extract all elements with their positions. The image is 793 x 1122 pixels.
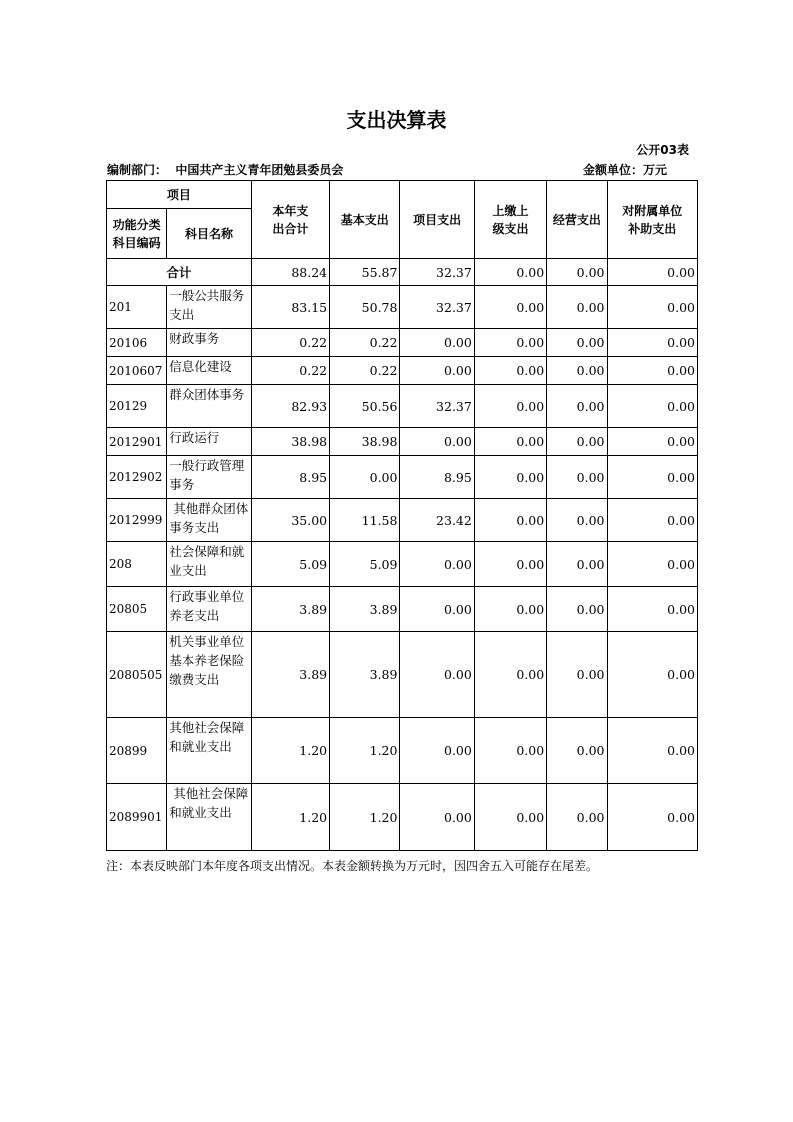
table-row — [107, 428, 698, 456]
subject-code: 20805 — [107, 587, 167, 632]
total-value: 32.37 — [400, 259, 474, 286]
total-value: 0.00 — [547, 259, 607, 286]
amount-cell: 1.20 — [251, 718, 329, 784]
header-subject-name: 科目名称 — [167, 209, 251, 259]
amount-cell: 0.00 — [607, 286, 698, 329]
footnote: 注：本表反映部门本年度各项支出情况。本表金额转换为万元时，因四舍五入可能存在尾差。 — [106, 859, 599, 873]
header-upper: 上缴上级支出 — [474, 181, 546, 259]
amount-cell: 38.98 — [330, 428, 400, 456]
amount-cell: 0.00 — [607, 499, 698, 542]
amount-cell: 0.00 — [400, 357, 474, 385]
amount-cell: 0.00 — [547, 718, 607, 784]
header-total: 本年支出合计 — [251, 181, 329, 259]
amount-cell: 0.00 — [400, 587, 474, 632]
amount-cell: 0.00 — [474, 329, 546, 357]
dept-label: 编制部门： — [107, 163, 168, 177]
meta-line — [107, 161, 697, 179]
amount-cell: 0.00 — [607, 456, 698, 499]
subject-name: 一般行政管理事务 — [167, 456, 251, 499]
total-row — [107, 259, 698, 286]
header-func-code: 功能分类科目编码 — [107, 209, 167, 259]
amount-cell: 0.00 — [607, 385, 698, 428]
subject-code: 201 — [107, 286, 167, 329]
subject-name: 一般公共服务支出 — [167, 286, 251, 329]
amount-cell: 0.00 — [607, 542, 698, 587]
total-value: 55.87 — [330, 259, 400, 286]
table-row — [107, 587, 698, 632]
amount-cell: 0.00 — [607, 428, 698, 456]
amount-cell: 0.00 — [547, 385, 607, 428]
amount-cell: 0.00 — [547, 632, 607, 718]
amount-cell: 0.00 — [547, 499, 607, 542]
amount-unit: 金额单位：万元 — [582, 163, 667, 177]
amount-cell: 1.20 — [251, 784, 329, 851]
table-row — [107, 542, 698, 587]
amount-cell: 0.00 — [547, 784, 607, 851]
amount-cell: 0.00 — [400, 718, 474, 784]
subject-code: 2012999 — [107, 499, 167, 542]
subject-name: 行政运行 — [167, 428, 251, 456]
page-title: 支出决算表 — [346, 108, 447, 132]
amount-cell: 0.00 — [607, 329, 698, 357]
amount-cell: 0.00 — [547, 428, 607, 456]
header-basic: 基本支出 — [330, 181, 400, 259]
amount-cell: 3.89 — [251, 632, 329, 718]
amount-cell: 0.00 — [474, 632, 546, 718]
amount-cell: 0.00 — [607, 784, 698, 851]
amount-cell: 3.89 — [330, 632, 400, 718]
subject-code: 20899 — [107, 718, 167, 784]
amount-cell: 0.00 — [607, 587, 698, 632]
amount-cell: 8.95 — [400, 456, 474, 499]
amount-cell: 0.00 — [400, 542, 474, 587]
subject-code: 208 — [107, 542, 167, 587]
amount-cell: 32.37 — [400, 385, 474, 428]
subject-name: 信息化建设 — [167, 357, 251, 385]
amount-cell: 0.00 — [330, 456, 400, 499]
amount-cell: 0.00 — [400, 428, 474, 456]
table-row — [107, 385, 698, 428]
amount-cell: 0.22 — [251, 357, 329, 385]
amount-cell: 82.93 — [251, 385, 329, 428]
subject-name: 机关事业单位基本养老保险缴费支出 — [167, 632, 251, 718]
amount-cell: 0.00 — [474, 357, 546, 385]
amount-cell: 0.00 — [400, 784, 474, 851]
amount-cell: 0.22 — [330, 357, 400, 385]
amount-cell: 83.15 — [251, 286, 329, 329]
total-value: 0.00 — [607, 259, 698, 286]
subject-code: 2012902 — [107, 456, 167, 499]
amount-cell: 0.00 — [474, 499, 546, 542]
amount-cell: 0.00 — [547, 587, 607, 632]
amount-cell: 3.89 — [330, 587, 400, 632]
dept-name: 中国共产主义青年团勉县委员会 — [175, 163, 344, 177]
amount-cell: 0.00 — [607, 357, 698, 385]
header-item: 项目 — [107, 181, 252, 209]
subject-name: 其他社会保障和就业支出 — [167, 718, 251, 784]
total-label: 合计 — [107, 259, 252, 286]
amount-cell: 0.00 — [474, 718, 546, 784]
subject-code: 20129 — [107, 385, 167, 428]
subject-name: 其他社会保障和就业支出 — [167, 784, 251, 851]
amount-cell: 3.89 — [251, 587, 329, 632]
amount-cell: 23.42 — [400, 499, 474, 542]
header-subsidy: 对附属单位补助支出 — [607, 181, 698, 259]
amount-cell: 11.58 — [330, 499, 400, 542]
amount-cell: 0.00 — [547, 542, 607, 587]
table-row — [107, 718, 698, 784]
subject-code: 2010607 — [107, 357, 167, 385]
table-row — [107, 632, 698, 718]
amount-cell: 0.00 — [547, 286, 607, 329]
amount-cell: 0.00 — [547, 329, 607, 357]
amount-cell: 50.56 — [330, 385, 400, 428]
header-project: 项目支出 — [400, 181, 474, 259]
subject-code: 2012901 — [107, 428, 167, 456]
total-value: 0.00 — [474, 259, 546, 286]
amount-cell: 0.00 — [474, 784, 546, 851]
amount-cell: 35.00 — [251, 499, 329, 542]
amount-cell: 5.09 — [330, 542, 400, 587]
amount-cell: 0.00 — [607, 632, 698, 718]
amount-cell: 0.00 — [474, 385, 546, 428]
amount-cell: 5.09 — [251, 542, 329, 587]
amount-cell: 0.00 — [474, 587, 546, 632]
amount-cell: 0.22 — [330, 329, 400, 357]
subject-name: 财政事务 — [167, 329, 251, 357]
header-business: 经营支出 — [547, 181, 607, 259]
amount-cell: 0.00 — [547, 456, 607, 499]
amount-cell: 0.00 — [547, 357, 607, 385]
subject-code: 20106 — [107, 329, 167, 357]
amount-cell: 32.37 — [400, 286, 474, 329]
total-value: 88.24 — [251, 259, 329, 286]
table-row — [107, 499, 698, 542]
amount-cell: 8.95 — [251, 456, 329, 499]
amount-cell: 0.00 — [474, 542, 546, 587]
amount-cell: 0.00 — [474, 428, 546, 456]
dept-info — [107, 161, 343, 178]
amount-cell: 38.98 — [251, 428, 329, 456]
amount-cell: 0.00 — [474, 456, 546, 499]
amount-cell: 0.00 — [607, 718, 698, 784]
table-row — [107, 784, 698, 851]
subject-name: 其他群众团体事务支出 — [167, 499, 251, 542]
amount-cell: 1.20 — [330, 718, 400, 784]
amount-cell: 0.00 — [474, 286, 546, 329]
subject-code: 2089901 — [107, 784, 167, 851]
expenditure-table — [106, 180, 698, 851]
form-number: 公开03表 — [636, 143, 689, 157]
table-row — [107, 456, 698, 499]
table-row — [107, 357, 698, 385]
amount-cell: 0.00 — [400, 329, 474, 357]
subject-name: 群众团体事务 — [167, 385, 251, 428]
subject-code: 2080505 — [107, 632, 167, 718]
amount-cell: 1.20 — [330, 784, 400, 851]
amount-cell: 0.22 — [251, 329, 329, 357]
table-row — [107, 329, 698, 357]
amount-cell: 0.00 — [400, 632, 474, 718]
subject-name: 社会保障和就业支出 — [167, 542, 251, 587]
subject-name: 行政事业单位养老支出 — [167, 587, 251, 632]
table-row — [107, 286, 698, 329]
amount-cell: 50.78 — [330, 286, 400, 329]
